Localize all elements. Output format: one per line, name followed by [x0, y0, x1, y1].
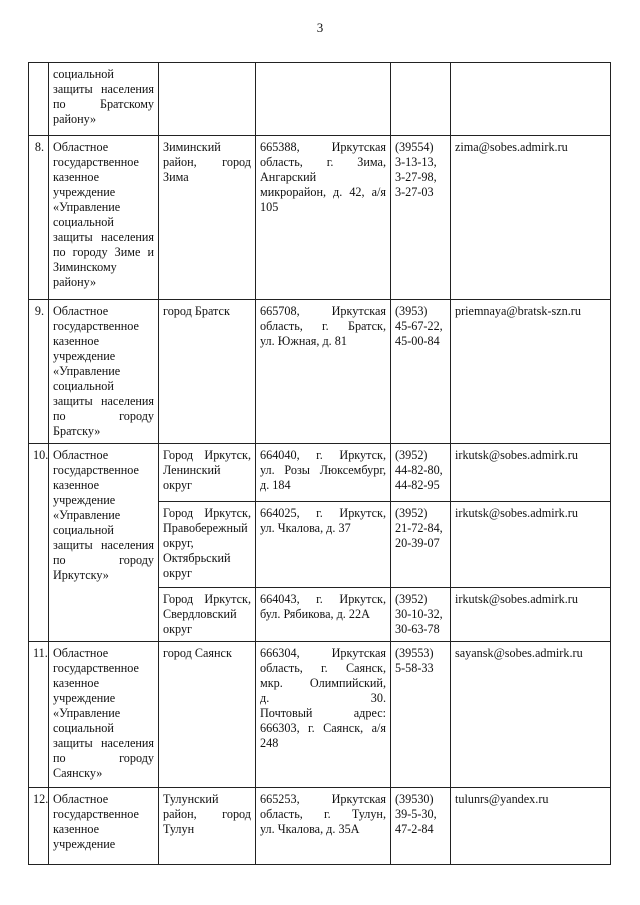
cell-line: район, город [163, 807, 251, 821]
cell-line: ул. Чкалова, д. 35А [260, 822, 360, 836]
table-body [29, 63, 611, 865]
email: irkutsk@sobes.admirk.ru [451, 588, 611, 642]
cell-line: 45-67-22, [395, 319, 443, 333]
cell-line: социальной [53, 215, 114, 229]
cell-line: 45-00-84 [395, 334, 440, 348]
cell-line: учреждение [53, 349, 116, 363]
cell-line: 30-63-78 [395, 622, 440, 636]
cell-line: социальной [53, 523, 114, 537]
address [256, 642, 391, 788]
cell-line: ул. Розы Люксембург, [260, 463, 386, 477]
cell-line: 30-10-32, [395, 607, 443, 621]
cell-line: социальной [53, 721, 114, 735]
row-number: 9. [29, 300, 49, 444]
cell-line: «Управление [53, 508, 121, 522]
cell-line: учреждение [53, 691, 116, 705]
service-area [159, 642, 256, 788]
cell-line: (3952) [395, 448, 428, 462]
cell-line: «Управление [53, 200, 121, 214]
cell-line: социальной [53, 379, 114, 393]
address [256, 788, 391, 865]
cell-line: Зима [163, 170, 189, 184]
phone [391, 300, 451, 444]
email: irkutsk@sobes.admirk.ru [451, 444, 611, 502]
email: irkutsk@sobes.admirk.ru [451, 502, 611, 588]
organization-name [49, 136, 159, 300]
cell-line: область, г. Тулун, [260, 807, 386, 821]
cell-line: Тулунский [163, 792, 219, 806]
cell-line: Зиминскому [53, 260, 117, 274]
cell-line: государственное [53, 319, 139, 333]
table-row [29, 788, 611, 865]
cell-line: область, г. Саянск, [260, 661, 386, 675]
cell-line: Областное [53, 304, 109, 318]
cell-line: область, г. Братск, [260, 319, 386, 333]
cell-line: Иркутску» [53, 568, 109, 582]
address [256, 444, 391, 502]
cell-line: защиты населения [53, 82, 154, 96]
service-area [159, 788, 256, 865]
cell-line: 665708, Иркутская [260, 304, 386, 318]
cell-line: Областное [53, 448, 109, 462]
cell-line: учреждение [53, 493, 116, 507]
phone [391, 444, 451, 502]
cell-line: государственное [53, 155, 139, 169]
phone [391, 136, 451, 300]
cell-line: Правобережный [163, 521, 248, 535]
cell-line: д. 30. [260, 691, 386, 705]
cell-line: округ [163, 478, 193, 492]
email: zima@sobes.admirk.ru [451, 136, 611, 300]
cell-line: округ [163, 622, 193, 636]
cell-line: Почтовый адрес: [260, 706, 386, 720]
cell-line: защиты населения [53, 736, 154, 750]
phone [391, 63, 451, 136]
cell-line: 47-2-84 [395, 822, 434, 836]
email [451, 63, 611, 136]
cell-line: Город Иркутск, [163, 506, 251, 520]
cell-line: казенное [53, 170, 100, 184]
cell-line: 665253, Иркутская [260, 792, 386, 806]
cell-line: (3953) [395, 304, 428, 318]
cell-line: (39554) [395, 140, 434, 154]
cell-line: Саянску» [53, 766, 103, 780]
cell-line: Город Иркутск, [163, 448, 251, 462]
cell-line: «Управление [53, 706, 121, 720]
cell-line: бул. Рябикова, д. 22А [260, 607, 370, 621]
cell-line: «Управление [53, 364, 121, 378]
cell-line: Братску» [53, 424, 101, 438]
cell-line: государственное [53, 463, 139, 477]
cell-line: по городу [53, 553, 154, 567]
cell-line: Областное [53, 792, 109, 806]
cell-line: д. 184 [260, 478, 291, 492]
cell-line: 664040, г. Иркутск, [260, 448, 386, 462]
cell-line: Свердловский [163, 607, 237, 621]
cell-line: казенное [53, 676, 100, 690]
cell-line: область, г. Зима, [260, 155, 386, 169]
table-row [29, 444, 611, 502]
service-area [159, 300, 256, 444]
cell-line: казенное [53, 822, 100, 836]
cell-line: Областное [53, 646, 109, 660]
service-area [159, 444, 256, 502]
cell-line: по Братскому [53, 97, 154, 111]
table-row [29, 136, 611, 300]
phone [391, 642, 451, 788]
cell-line: защиты населения [53, 538, 154, 552]
cell-line: (3952) [395, 592, 428, 606]
email: sayansk@sobes.admirk.ru [451, 642, 611, 788]
cell-line: Ленинский [163, 463, 221, 477]
address [256, 502, 391, 588]
cell-line: 44-82-95 [395, 478, 440, 492]
cell-line: защиты населения [53, 230, 154, 244]
cell-line: Зиминский [163, 140, 221, 154]
cell-line: (39553) [395, 646, 434, 660]
phone [391, 788, 451, 865]
cell-line: по городу Зиме и [53, 245, 154, 259]
row-number: 12. [29, 788, 49, 865]
cell-line: 248 [260, 736, 279, 750]
cell-line: микрорайон, д. 42, а/я [260, 185, 386, 199]
email: priemnaya@bratsk-szn.ru [451, 300, 611, 444]
cell-line: 664025, г. Иркутск, [260, 506, 386, 520]
address [256, 63, 391, 136]
email: tulunrs@yandex.ru [451, 788, 611, 865]
cell-line: 3-13-13, [395, 155, 437, 169]
service-area [159, 502, 256, 588]
cell-line: округ, [163, 536, 194, 550]
cell-line: 3-27-03 [395, 185, 434, 199]
service-area [159, 588, 256, 642]
row-number: 11. [29, 642, 49, 788]
cell-line: город Саянск [163, 646, 232, 660]
table-row [29, 63, 611, 136]
cell-line: (39530) [395, 792, 434, 806]
phone [391, 588, 451, 642]
page-number: 3 [316, 20, 324, 35]
cell-line: Город Иркутск, [163, 592, 251, 606]
cell-line: ул. Южная, д. 81 [260, 334, 347, 348]
cell-line: казенное [53, 334, 100, 348]
organization-name [49, 300, 159, 444]
cell-line: город Братск [163, 304, 230, 318]
organization-name [49, 63, 159, 136]
row-number [29, 63, 49, 136]
organization-name [49, 788, 159, 865]
address [256, 136, 391, 300]
cell-line: район, город [163, 155, 251, 169]
organizations-table [28, 62, 611, 865]
cell-line: Ангарский [260, 170, 317, 184]
cell-line: 664043, г. Иркутск, [260, 592, 386, 606]
cell-line: ул. Чкалова, д. 37 [260, 521, 351, 535]
cell-line: 665388, Иркутская [260, 140, 386, 154]
service-area [159, 63, 256, 136]
cell-line: Областное [53, 140, 109, 154]
table-row [29, 300, 611, 444]
cell-line: округ [163, 566, 193, 580]
cell-line: мкр. Олимпийский, [260, 676, 386, 690]
cell-line: 20-39-07 [395, 536, 440, 550]
table-row [29, 642, 611, 788]
row-number: 10. [29, 444, 49, 642]
organization-name [49, 444, 159, 642]
service-area [159, 136, 256, 300]
address [256, 300, 391, 444]
cell-line: государственное [53, 807, 139, 821]
cell-line: защиты населения [53, 394, 154, 408]
cell-line: 3-27-98, [395, 170, 437, 184]
cell-line: 39-5-30, [395, 807, 437, 821]
phone [391, 502, 451, 588]
cell-line: району» [53, 112, 97, 126]
cell-line: по городу [53, 751, 154, 765]
cell-line: 21-72-84, [395, 521, 443, 535]
cell-line: казенное [53, 478, 100, 492]
cell-line: (3952) [395, 506, 428, 520]
cell-line: учреждение [53, 837, 116, 851]
address [256, 588, 391, 642]
cell-line: Октябрьский [163, 551, 231, 565]
row-number: 8. [29, 136, 49, 300]
cell-line: учреждение [53, 185, 116, 199]
cell-line: 5-58-33 [395, 661, 434, 675]
organization-name [49, 642, 159, 788]
cell-line: 666303, г. Саянск, а/я [260, 721, 386, 735]
cell-line: 44-82-80, [395, 463, 443, 477]
cell-line: социальной [53, 67, 114, 81]
cell-line: 105 [260, 200, 279, 214]
cell-line: по городу [53, 409, 154, 423]
cell-line: 666304, Иркутская [260, 646, 386, 660]
cell-line: государственное [53, 661, 139, 675]
cell-line: району» [53, 275, 97, 289]
cell-line: Тулун [163, 822, 195, 836]
